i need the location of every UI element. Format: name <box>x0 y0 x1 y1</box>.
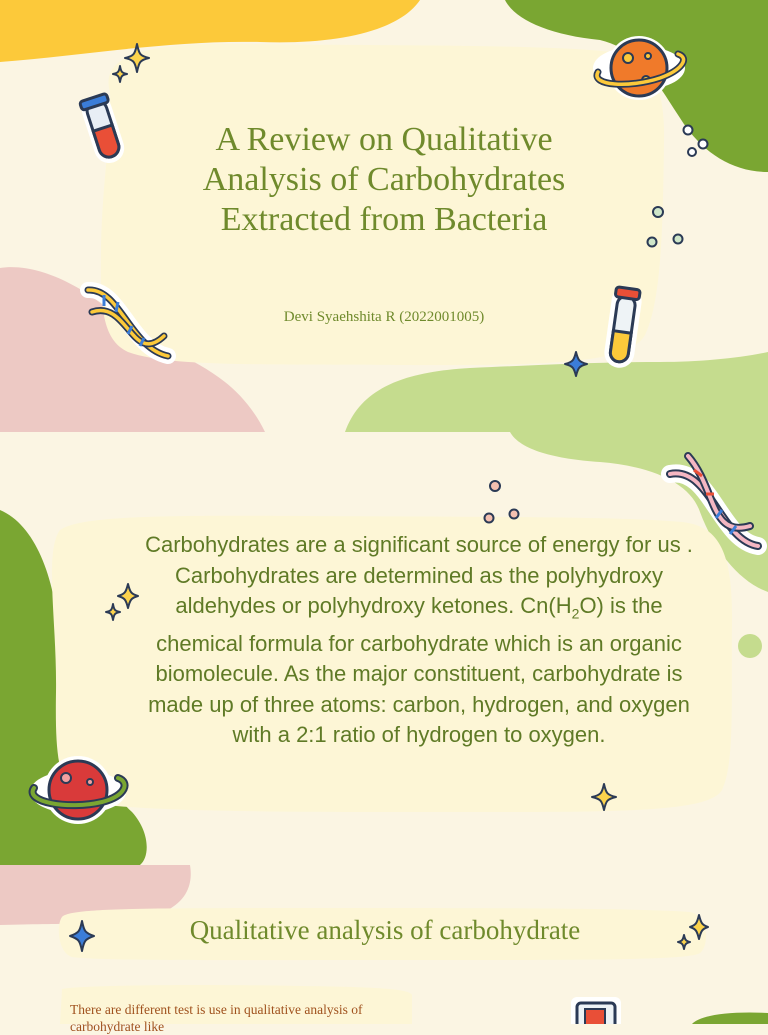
bubbles-icon <box>642 202 688 252</box>
title-line-2: Analysis of Carbohydrates <box>202 161 566 198</box>
slide-introduction <box>0 432 768 865</box>
sparkle-icon <box>590 782 618 812</box>
presentation-title <box>120 120 648 240</box>
section-heading: Qualitative analysis of carbohydrate <box>189 915 581 945</box>
planet-icon <box>28 750 128 830</box>
bubbles-icon <box>680 122 712 158</box>
bubbles-icon <box>478 476 526 526</box>
title-line-3: Extracted from Bacteria <box>220 201 548 238</box>
test-tube-icon <box>76 88 130 170</box>
formula-subscript: 2 <box>571 605 580 622</box>
lab-bottle-icon <box>565 993 627 1024</box>
author-line: Devi Syaehshita R (2022001005) <box>283 309 485 325</box>
planet-icon <box>590 28 688 108</box>
intro-text-part-2: O) is the chemical formula for carbohydrate which is an organic biomolecule. As the major constituent, carbohydrate is made up of three atoms: carbon, hydrogen, and oxygen with a 2:1 ratio of hydrogen to oxygen. <box>148 593 690 748</box>
sparkle-icon <box>563 350 589 378</box>
sparkle-icon <box>676 913 710 953</box>
section-note: There are different test is use in qualitative analysis of carbohydrate like <box>70 1002 363 1034</box>
dna-icon <box>660 448 766 558</box>
sparkle-icon <box>68 919 96 953</box>
title-line-1: A Review on Qualitative <box>215 121 553 158</box>
intro-text-part-1: Carbohydrates are a significant source of energy for us . Carbohydrates are determined as the polyhydroxy aldehydes or polyhydroxy ketones. Cn(H <box>145 532 693 618</box>
slide-title <box>0 0 768 432</box>
sparkle-icon <box>112 42 152 88</box>
dna-icon <box>80 278 176 368</box>
sparkle-icon <box>104 582 140 624</box>
introduction-paragraph <box>135 530 703 751</box>
test-tube-icon <box>600 282 646 372</box>
